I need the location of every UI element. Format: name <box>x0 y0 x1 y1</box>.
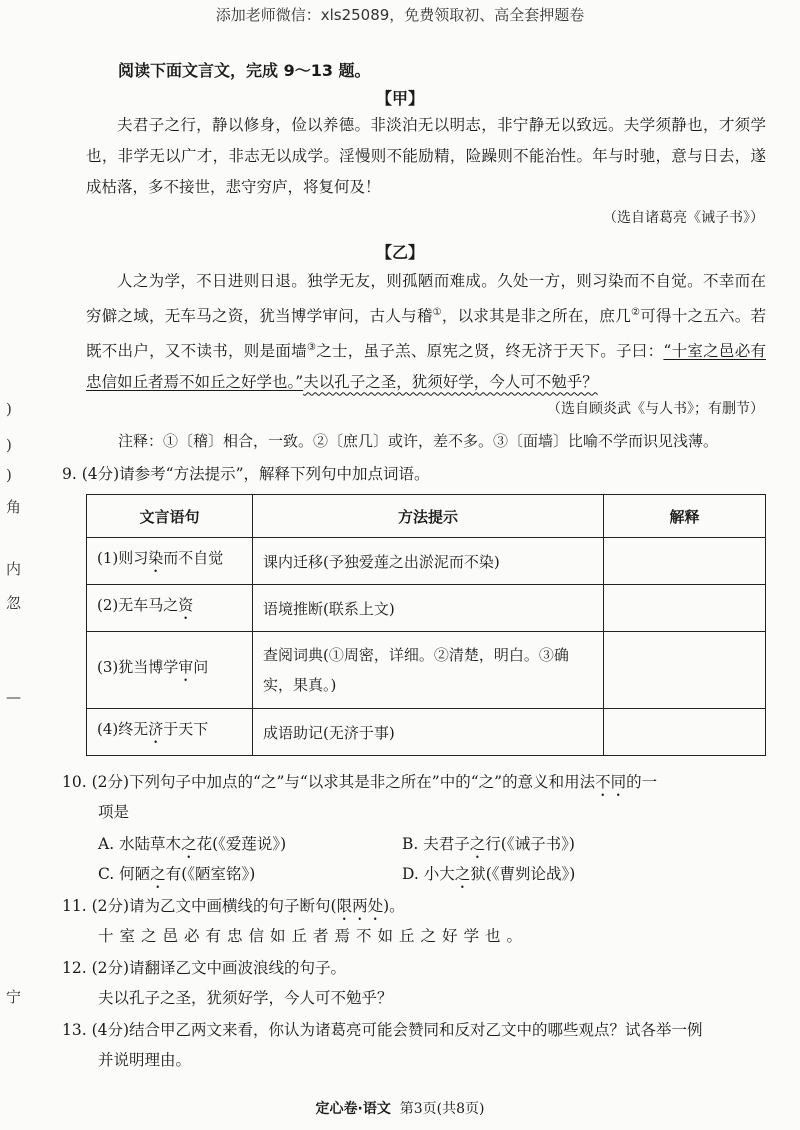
classical-sentence <box>87 709 253 756</box>
answer-cell[interactable] <box>604 632 766 709</box>
text-segment: 的一 <box>626 773 658 791</box>
text-segment: B. 夫君子 <box>402 835 470 853</box>
dotted-word: 之 <box>181 835 197 853</box>
text-segment: D. 小大 <box>402 865 455 883</box>
question-10-stem-cont: 项是 <box>98 803 130 821</box>
method-hint: 语境推断(联系上文) <box>253 585 604 632</box>
passage-b-segment: 可得十之五六。若既不出户，又不读书，则是面墙 <box>86 307 766 361</box>
footnote-marker: ② <box>630 307 641 318</box>
footnote-marker: ③ <box>306 342 317 354</box>
text-segment: (2)无车马之 <box>97 595 179 614</box>
margin-char: 宁 <box>6 988 22 1006</box>
text-segment: 11. (2分)请为乙文中画横线的句子断句( <box>62 897 337 915</box>
dotted-word: 济 <box>148 719 164 738</box>
dotted-word: 限两处 <box>336 897 384 915</box>
question-12-stem: 12. (2分)请翻译乙文中画波浪线的句子。 <box>62 959 347 977</box>
table-header-cell: 文言语句 <box>87 495 253 538</box>
wavy-underlined-sentence: 夫以孔子之圣，犹须好学，今人可不勉乎？ <box>303 373 598 392</box>
classical-sentence <box>87 585 253 632</box>
classical-sentence <box>87 538 253 585</box>
table-row <box>87 538 766 585</box>
watermark-text: 添加老师微信：xls25089，免费领取初、高全套押题卷 <box>215 6 585 24</box>
text-segment: (4)终无 <box>97 719 149 738</box>
method-hint: 成语助记(无济于事) <box>253 709 604 756</box>
text-segment: 10. (2分)下列句子中加点的“之”与“以求其是非之所在”中的“之”的意义和用法 <box>62 773 596 791</box>
table-header-cell: 解释 <box>604 495 766 538</box>
margin-char: ) <box>6 400 12 418</box>
dotted-word: 染 <box>148 548 164 567</box>
margin-char: ) <box>6 466 12 484</box>
method-hint: 课内迁移(予独爱莲之出淤泥而不染) <box>253 538 604 585</box>
text-segment: 问 <box>193 657 209 676</box>
passage-a-source: （选自诸葛亮《诫子书》） <box>603 210 764 226</box>
margin-char: 内 <box>6 560 22 578</box>
text-segment: C. 何陋 <box>98 865 151 883</box>
question-11-stem <box>62 894 405 924</box>
underlined-sentence: “十室之邑必有忠信如丘者焉不如丘之好学也。” <box>86 342 766 392</box>
question-9-stem: 9. (4分)请参考“方法提示”，解释下列句中加点词语。 <box>62 465 430 483</box>
passage-b-source: （选自顾炎武《与人书》；有删节） <box>547 401 764 417</box>
table-row <box>87 585 766 632</box>
text-segment: 有(《陋室铭》) <box>165 865 256 883</box>
passage-b-segment: ，以求其是非之所在，庶几 <box>441 307 631 326</box>
annotation-notes: 注释：①〔稽〕相合，一致。②〔庶几〕或许，差不多。③〔面墙〕比喻不学而识见浅薄。 <box>118 432 719 450</box>
dotted-word: 审 <box>178 657 194 676</box>
margin-char: — <box>6 688 21 706</box>
dotted-word: 资 <box>178 595 194 614</box>
dotted-word: 之 <box>454 865 471 883</box>
classical-sentence <box>87 632 253 709</box>
margin-char: 忽 <box>6 594 22 612</box>
passage-a-text: 夫君子之行，静以修身，俭以养德。非淡泊无以明志，非宁静无以致远。夫学须静也，才须学也，非学无以广才，非志无以成学。淫慢则不能励精，险躁则不能治性。年与时驰，意与日去，遂成枯落，多不接世，悲守穷庐，将复何及！ <box>86 116 766 196</box>
option-d[interactable] <box>402 862 575 892</box>
table-row <box>87 709 766 756</box>
section-instruction: 阅读下面文言文，完成 9～13 题。 <box>118 61 371 80</box>
text-segment: (1)则习 <box>97 548 149 567</box>
table-header-row <box>87 495 766 538</box>
dotted-word: 不同 <box>595 773 627 791</box>
margin-char: ) <box>6 436 12 454</box>
text-segment: 于天下 <box>163 719 209 738</box>
question-13-stem-cont: 并说明理由。 <box>98 1051 192 1069</box>
answer-cell[interactable] <box>604 709 766 756</box>
question-11-sentence: 十室之邑必有忠信如丘者焉不如丘之好学也。 <box>98 927 529 945</box>
passage-b-segment: 之士，虽子羔、原宪之贤，终无济于天下。子曰： <box>316 342 664 361</box>
page-footer <box>0 1098 800 1118</box>
passage-b-heading: 【乙】 <box>375 243 424 262</box>
passage-b-segment: 人之为学，不日进则日退。独学无友，则孤陋而难成。久处一方，则习染而不自觉。不幸而在穷僻之域，无车马之资，犹当博学审问，古人与稽 <box>86 272 766 326</box>
text-segment: 花(《爱莲说》) <box>196 835 287 853</box>
text-segment: )。 <box>383 897 405 915</box>
passage-b-text <box>86 266 766 398</box>
answer-cell[interactable] <box>604 585 766 632</box>
table-header-cell: 方法提示 <box>253 495 604 538</box>
footer-brand: 定心卷·语文 <box>315 1101 391 1117</box>
text-segment: (3)犹当博学 <box>97 657 179 676</box>
dotted-word: 之 <box>469 835 486 853</box>
text-segment: 行(《诫子书》) <box>485 835 575 853</box>
margin-char: 角 <box>6 498 22 516</box>
answer-cell[interactable] <box>604 538 766 585</box>
passage-a-heading: 【甲】 <box>375 89 424 108</box>
option-a[interactable] <box>98 832 286 862</box>
question-13-stem: 13. (4分)结合甲乙两文来看，你认为诸葛亮可能会赞同和反对乙文中的哪些观点？试各举一例 <box>62 1021 703 1039</box>
option-c[interactable] <box>98 862 255 892</box>
table-row <box>87 632 766 709</box>
page-number: 第3页(共8页) <box>399 1101 485 1117</box>
dotted-word: 之 <box>150 865 166 883</box>
text-segment: 狱(《曹刿论战》) <box>470 865 576 883</box>
text-segment: A. 水陆草木 <box>98 835 182 853</box>
question-10-stem <box>62 770 657 800</box>
option-b[interactable] <box>402 832 575 862</box>
text-segment: 而不自觉 <box>163 548 224 567</box>
method-hint: 查阅词典(①周密，详细。②清楚，明白。③确实，果真。) <box>253 632 604 709</box>
question-12-sentence: 夫以孔子之圣，犹须好学，今人可不勉乎？ <box>98 989 393 1007</box>
method-table <box>86 494 766 756</box>
footnote-marker: ① <box>432 307 442 318</box>
